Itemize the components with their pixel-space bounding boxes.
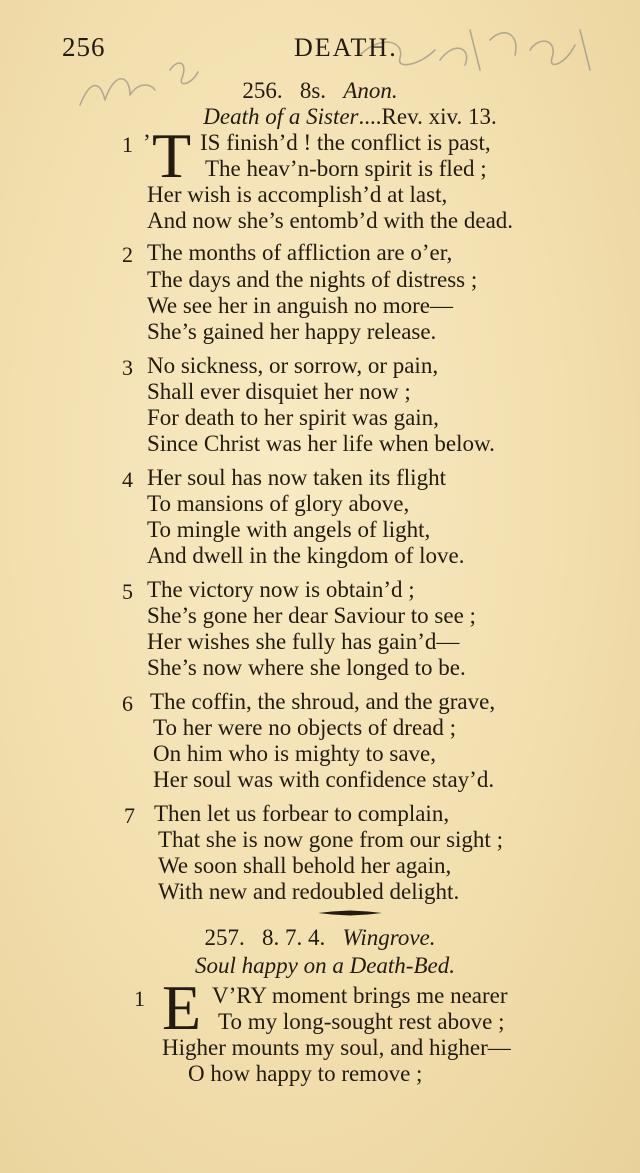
verse-line: That she is now gone from our sight ;	[158, 827, 503, 852]
verse-line: To my long-sought rest above ;	[218, 1009, 505, 1034]
ornamental-divider	[318, 909, 382, 917]
verse-line: The months of affliction are o’er,	[147, 240, 453, 265]
verse-number: 5	[122, 579, 133, 604]
verse-line: Since Christ was her life when below.	[147, 431, 495, 456]
hymn-number: 256.	[242, 78, 283, 103]
verse-prefix: ’	[143, 130, 151, 155]
verse-line: The coffin, the shroud, and the grave,	[150, 689, 496, 714]
verse-line: Her soul has now taken its flight	[147, 465, 446, 490]
page-number: 256	[62, 32, 106, 62]
verse-line: She’s gained her happy release.	[147, 319, 437, 344]
verse-line: We soon shall behold her again,	[158, 853, 452, 878]
hymn-256-subtitle	[30, 104, 640, 130]
running-title: DEATH.	[294, 33, 398, 62]
verse-line: Shall ever disquiet her now ;	[147, 379, 411, 404]
verse-line: She’s now where she longed to be.	[147, 655, 466, 680]
hymn-257-heading	[40, 925, 600, 951]
verse-number: 1	[122, 132, 133, 157]
hymn-256-heading	[0, 78, 640, 104]
verse-line: The heav’n-born spirit is fled ;	[205, 156, 487, 181]
verse-number: 3	[122, 355, 133, 380]
verse-line: No sickness, or sorrow, or pain,	[147, 353, 439, 378]
verse-line: Her wishes she fully has gain’d—	[147, 629, 460, 654]
hymn-tune: Anon.	[343, 78, 398, 103]
verse-line: The days and the nights of distress ;	[147, 267, 478, 292]
verse-number: 7	[124, 803, 135, 828]
verse-number: 4	[122, 467, 133, 492]
verse-line: O how happy to remove ;	[188, 1061, 423, 1086]
hymn-meter: 8. 7. 4.	[261, 925, 326, 950]
hymn-subtitle-italic: Soul happy on a Death-Bed.	[195, 953, 455, 978]
verse-line: The victory now is obtain’d ;	[147, 577, 415, 602]
hymn-257-subtitle	[45, 953, 605, 979]
verse-line: IS finish’d ! the conflict is past,	[200, 130, 491, 155]
verse-line: We see her in anguish no more—	[147, 293, 454, 318]
drop-cap: T	[152, 120, 192, 191]
verse-line: Then let us forbear to complain,	[154, 801, 450, 826]
running-header	[62, 30, 602, 70]
verse-line: To mansions of glory above,	[147, 491, 410, 516]
verse-line: For death to her spirit was gain,	[147, 405, 439, 430]
verse-line: And dwell in the kingdom of love.	[147, 543, 465, 568]
verse-line: On him who is mighty to save,	[153, 741, 437, 766]
hymn-subtitle-italic: Death of a Sister	[203, 104, 359, 129]
verse-line: Her wish is accomplish’d at last,	[147, 182, 448, 207]
verse-line: To mingle with angels of light,	[147, 517, 431, 542]
verse-line: With new and redoubled delight.	[158, 879, 460, 904]
verse-line: And now she’s entomb’d with the dead.	[147, 208, 514, 233]
verse-number: 6	[122, 691, 133, 716]
verse-line: V’RY moment brings me nearer	[212, 983, 508, 1008]
verse-line: She’s gone her dear Saviour to see ;	[147, 603, 476, 628]
hymn-number: 257.	[204, 925, 245, 950]
hymn-tune: Wingrove.	[342, 925, 436, 950]
hymn-meter: 8s.	[299, 78, 327, 103]
verse-number: 2	[122, 242, 133, 267]
verse-line: Her soul was with confidence stay’d.	[153, 767, 495, 792]
verse-line: To her were no objects of dread ;	[153, 715, 457, 740]
drop-cap: E	[162, 972, 202, 1043]
hymn-scripture-reference: ....Rev. xiv. 13.	[358, 104, 497, 129]
verse-number: 1	[134, 986, 145, 1011]
verse-line: Higher mounts my soul, and higher—	[162, 1035, 511, 1060]
